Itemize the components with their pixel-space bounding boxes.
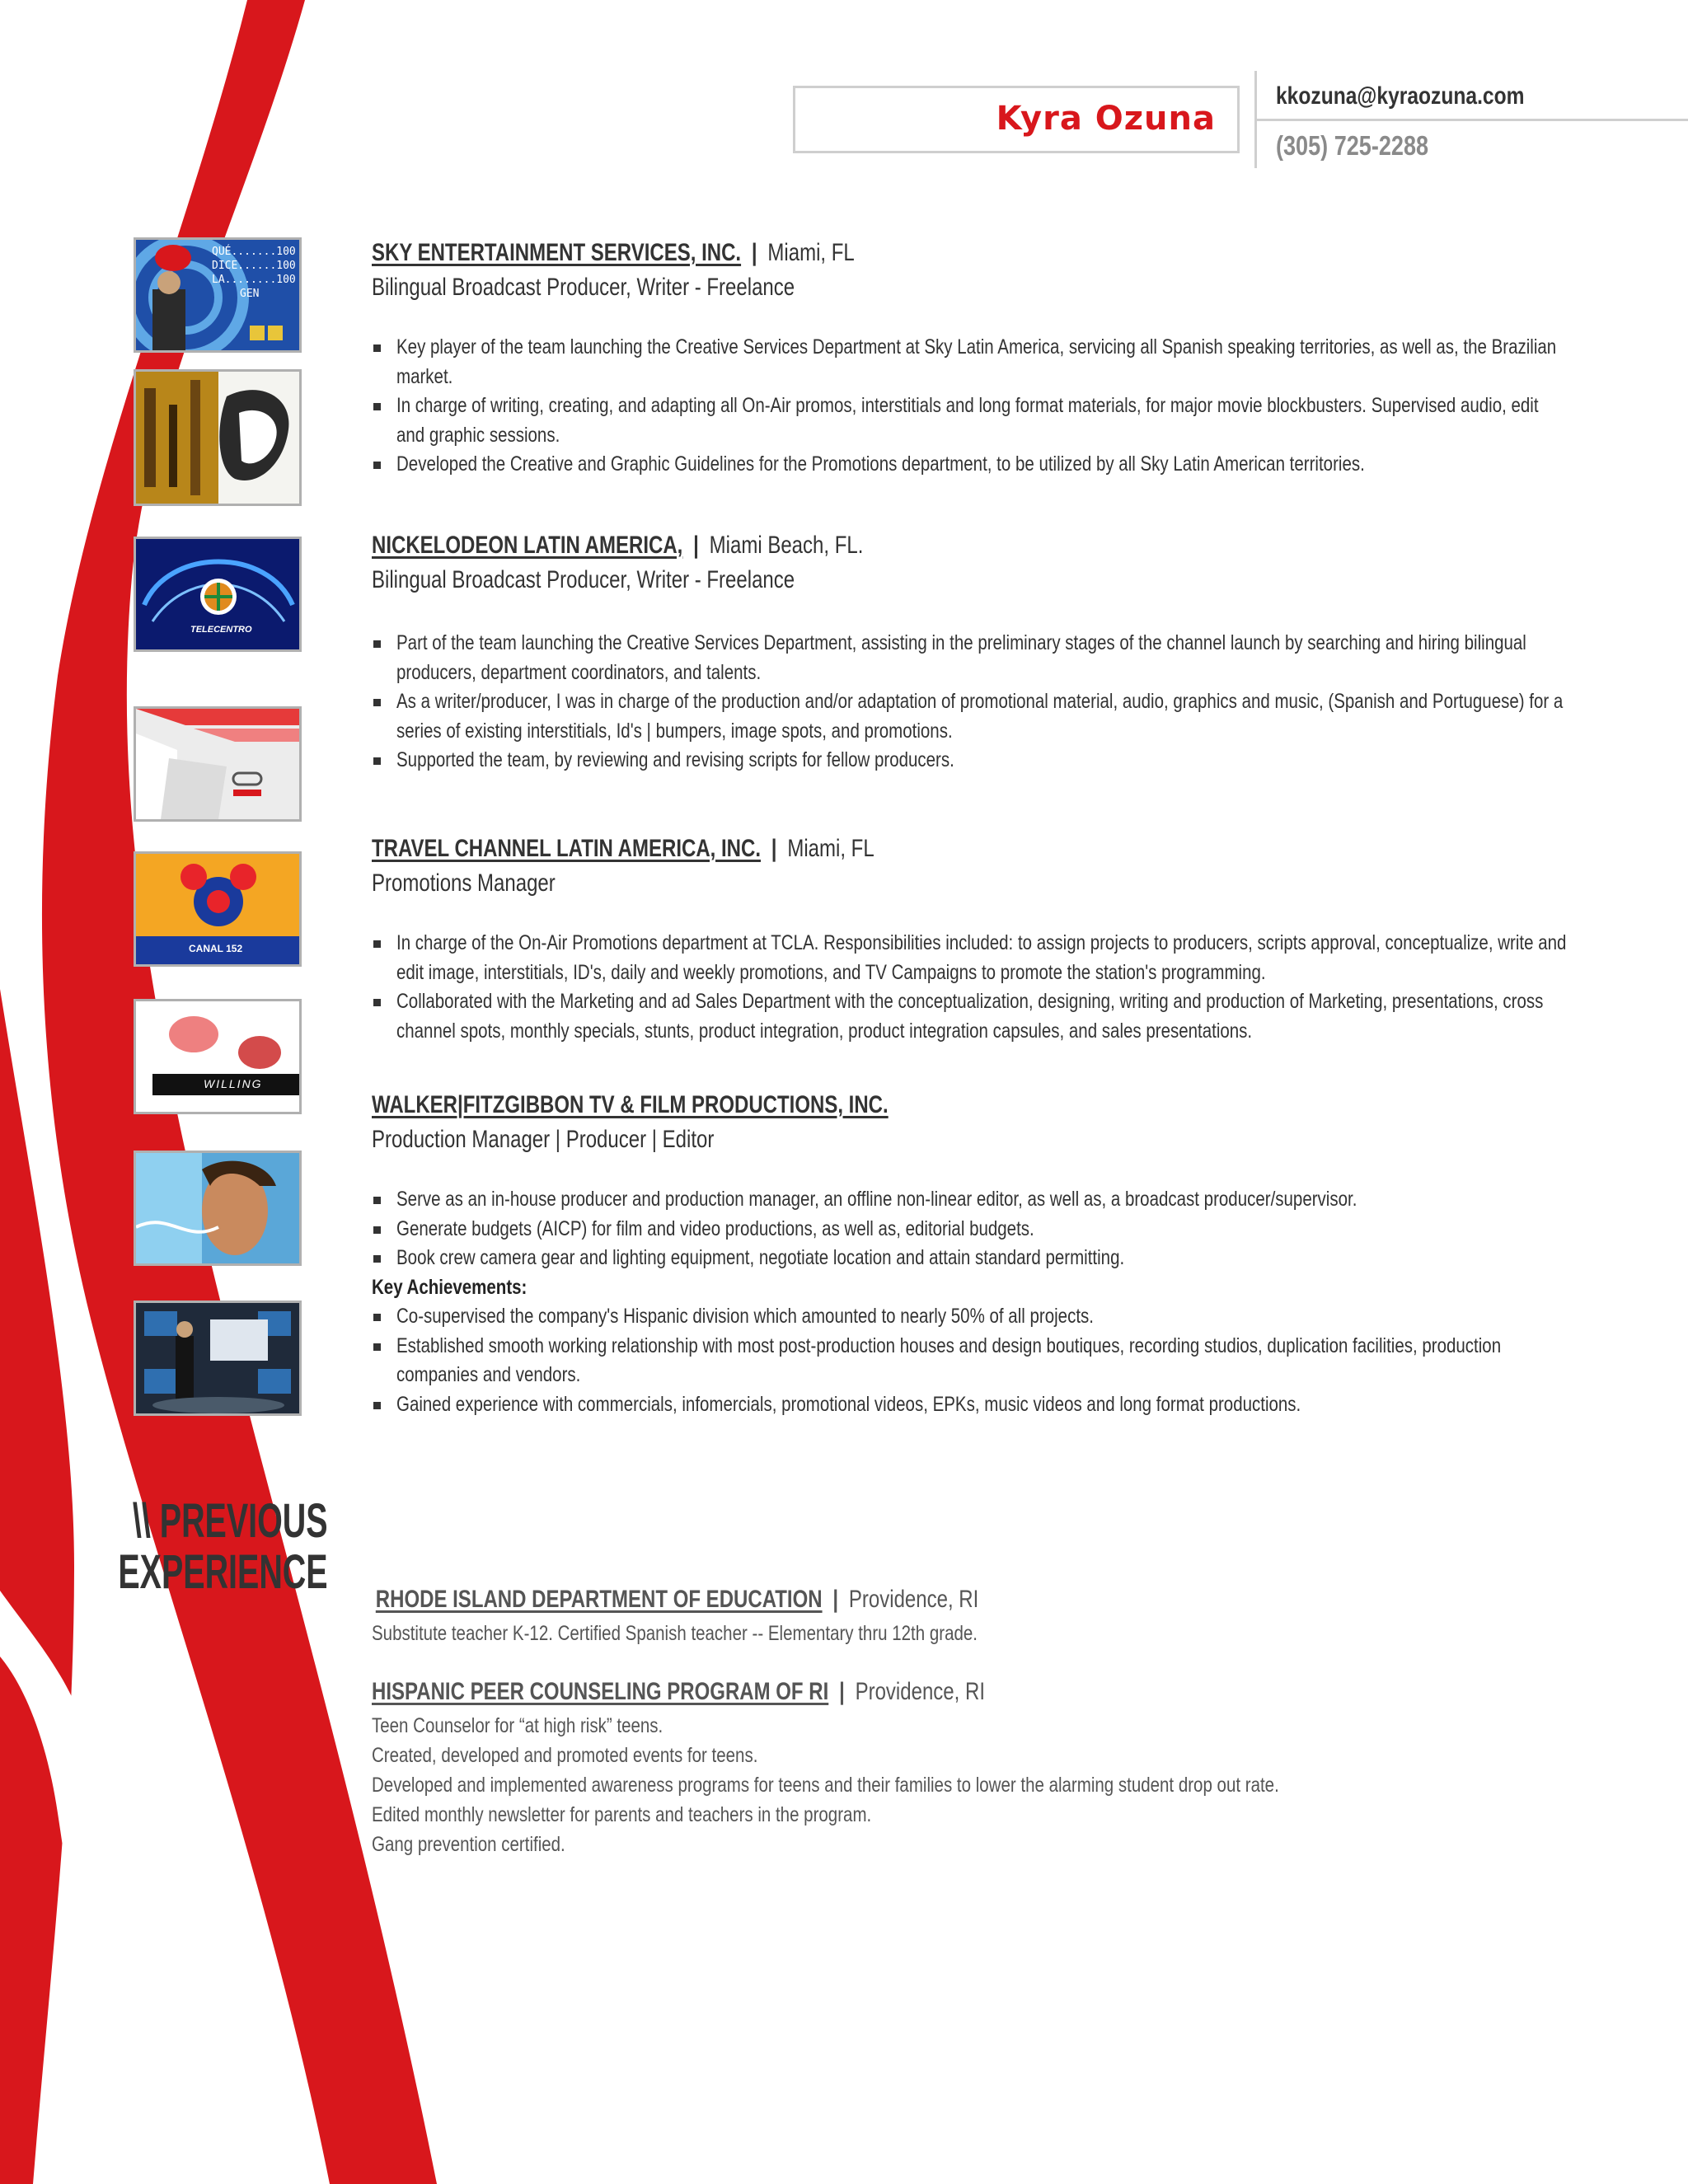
thumbnail-sky-text: QUÉ.......100 DICE......100 LA........100 GEN — [212, 246, 296, 300]
bullet-item: Generate budgets (AICP) for film and video productions, as well as, editorial budgets. — [372, 1215, 1567, 1244]
job-role: Bilingual Broadcast Producer, Writer - Freelance — [372, 566, 795, 593]
bullet-item: Co-supervised the company's Hispanic division which amounted to nearly 50% of all projects. — [372, 1302, 1567, 1332]
previous-detail-line: Gang prevention certified. — [372, 1833, 565, 1856]
thumbnail-willing-label: WILLING — [204, 1077, 263, 1090]
previous-experience-heading: \\ PREVIOUS EXPERIENCE — [118, 1494, 328, 1599]
bullet-item: Gained experience with commercials, infomercials, promotional videos, EPKs, music videos and long format productions. — [372, 1390, 1567, 1420]
name-box — [793, 86, 1240, 153]
thumbnail-telecentro-label: TELECENTRO — [190, 625, 252, 635]
job-role: Promotions Manager — [372, 869, 556, 897]
job-walker-fitzgibbon — [372, 1091, 1567, 1419]
company-name: NICKELODEON LATIN AMERICA, — [372, 532, 683, 559]
key-achievements-heading: Key Achievements: — [372, 1275, 528, 1299]
thumbnail-disney-channel — [134, 851, 302, 967]
bullet-item: Book crew camera gear and lighting equipment, negotiate location and attain standard permitting. — [372, 1244, 1567, 1273]
thumbnail-movie-promo — [134, 369, 302, 506]
job-bullets — [372, 1185, 1567, 1273]
bullet-item: Serve as an in-house producer and production manager, an offline non-linear editor, as well as, a broadcast producer/supervisor. — [372, 1185, 1567, 1215]
thumbnail-willing — [134, 999, 302, 1114]
bullet-item: Established smooth working relationship with most post-production houses and design boutiques, recording studios, duplication facilities, production companies and vendors. — [372, 1332, 1567, 1390]
thumbnail-disney-label: CANAL 152 — [189, 943, 243, 954]
thumbnail-telecentro — [134, 537, 302, 652]
previous-detail-line: Created, developed and promoted events for teens. — [372, 1744, 758, 1767]
phone-number: (305) 725-2288 — [1276, 130, 1429, 161]
company-name: TRAVEL CHANNEL LATIN AMERICA, INC. — [372, 835, 761, 862]
thumbnail-water-woman — [134, 1151, 302, 1266]
job-role: Bilingual Broadcast Producer, Writer - Freelance — [372, 274, 795, 301]
job-travel-channel: TRAVEL CHANNEL LATIN AMERICA, INC. | Miami, FL Promotions Manager In charge of the On-Air Promotions department at TCLA. Responsibilities included: to assign projects to producers, scripts approval, conceptualize, write and edit image, interstitials, ID's, daily and weekly promotions, and TV Campaigns to promote the station's programming. Collaborated with the Marketing and ad Sales Department with the conceptualization, designing, writing and production of Marketing, presentations, cross channel spots, monthly specials, stunts, product integration, product integration capsules, and sales presentations. — [372, 835, 1567, 1046]
job-bullets — [372, 929, 1567, 1046]
job-nickelodeon: NICKELODEON LATIN AMERICA, | Miami Beach, FL. Bilingual Broadcast Producer, Writer - Freelance Part of the team launching the Creative Services Department, assisting in the preliminary stages of the channel launch by searching and hiring bilingual producers, department coordinators, and talents. As a writer/producer, I was in charge of the production and/or adaptation of promotional material, audio, graphics and music, (Spanish and Portuguese) for a series of existing interstitials, Id's | bumpers, image spots, and promotions. Supported the team, by reviewing and revising scripts for fellow producers. — [372, 532, 1567, 776]
previous-ri-education: RHODE ISLAND DEPARTMENT OF EDUCATION | Providence, RI Substitute teacher K-12. Certified Spanish teacher -- Elementary thru 12th grade. — [372, 1586, 1567, 1648]
candidate-name: Kyra Ozuna — [996, 100, 1216, 138]
job-bullets — [372, 629, 1567, 776]
job-bullets — [372, 333, 1567, 480]
company-name: HISPANIC PEER COUNSELING PROGRAM OF RI — [372, 1678, 829, 1705]
email-link[interactable]: kkozuna@kyraozuna.com — [1276, 82, 1525, 110]
bullet-item: Key player of the team launching the Creative Services Department at Sky Latin America, servicing all Spanish speaking territories, as well as, the Brazilian market. — [372, 333, 1567, 391]
bullet-item: In charge of writing, creating, and adapting all On-Air promos, interstitials and long format materials, for major movie blockbusters. Supervised audio, edit and graphic sessions. — [372, 391, 1567, 450]
previous-detail-line: Teen Counselor for “at high risk” teens. — [372, 1714, 663, 1737]
thumbnail-tv-studio — [134, 1301, 302, 1416]
company-location: Providence, RI — [855, 1678, 985, 1705]
company-location: Providence, RI — [848, 1586, 979, 1613]
bullet-item: Supported the team, by reviewing and revising scripts for fellow producers. — [372, 746, 1567, 776]
job-role: Production Manager | Producer | Editor — [372, 1126, 715, 1153]
bullet-item: As a writer/producer, I was in charge of the production and/or adaptation of promotional material, audio, graphics and music, (Spanish and Portuguese) for a series of existing interstitials, Id's | bumpers, image spots, and promotions. — [372, 687, 1567, 746]
company-name: SKY ENTERTAINMENT SERVICES, INC. — [372, 239, 742, 266]
previous-detail-line: Edited monthly newsletter for parents and teachers in the program. — [372, 1803, 872, 1826]
bullet-item: Developed the Creative and Graphic Guidelines for the Promotions department, to be utilized by all Sky Latin American territories. — [372, 450, 1567, 480]
previous-detail-line: Developed and implemented awareness programs for teens and their families to lower the alarming student drop out rate. — [372, 1774, 1279, 1797]
company-location: Miami, FL — [787, 835, 874, 862]
thumbnail-sky-promo — [134, 237, 302, 353]
company-name: WALKER|FITZGIBBON TV & FILM PRODUCTIONS, INC. — [372, 1091, 889, 1118]
company-location: Miami Beach, FL. — [709, 532, 864, 559]
bullet-item: Part of the team launching the Creative Services Department, assisting in the preliminary stages of the channel launch by searching and hiring bilingual producers, department coordinators, and talents. — [372, 629, 1567, 687]
bullet-item: Collaborated with the Marketing and ad Sales Department with the conceptualization, designing, writing and production of Marketing, presentations, cross channel spots, monthly specials, stunts, product integration, product integration capsules, and sales presentations. — [372, 987, 1567, 1046]
key-achievements-list — [372, 1302, 1567, 1419]
previous-detail-line: Substitute teacher K-12. Certified Spanish teacher -- Elementary thru 12th grade. — [372, 1622, 978, 1645]
company-name: RHODE ISLAND DEPARTMENT OF EDUCATION — [375, 1586, 823, 1613]
job-sky-entertainment: SKY ENTERTAINMENT SERVICES, INC. | Miami, FL Bilingual Broadcast Producer, Writer - Freelance Key player of the team launching the Creative Services Department at Sky Latin America, servicing all Spanish speaking territories, as well as, the Brazilian market. In charge of writing, creating, and adapting all On-Air promos, interstitials and long format materials, for major movie blockbusters. Supervised audio, edit and graphic sessions. Developed the Creative and Graphic Guidelines for the Promotions department, to be utilized by all Sky Latin American territories. — [372, 239, 1567, 480]
header-horizontal-divider — [1254, 119, 1688, 121]
company-location: Miami, FL — [767, 239, 855, 266]
previous-hispanic-peer: HISPANIC PEER COUNSELING PROGRAM OF RI | Providence, RI Teen Counselor for “at high risk” teens. Created, developed and promoted events for teens. Developed and implemented awareness programs for teens and their families to lower the alarming student drop out rate. Edited monthly newsletter for parents and teachers in the program. Gang prevention certified. — [372, 1678, 1567, 1859]
thumbnail-channel-ident — [134, 706, 302, 822]
bullet-item: In charge of the On-Air Promotions department at TCLA. Responsibilities included: to assign projects to producers, scripts approval, conceptualize, write and edit image, interstitials, ID's, daily and weekly promotions, and TV Campaigns to promote the station's programming. — [372, 929, 1567, 987]
